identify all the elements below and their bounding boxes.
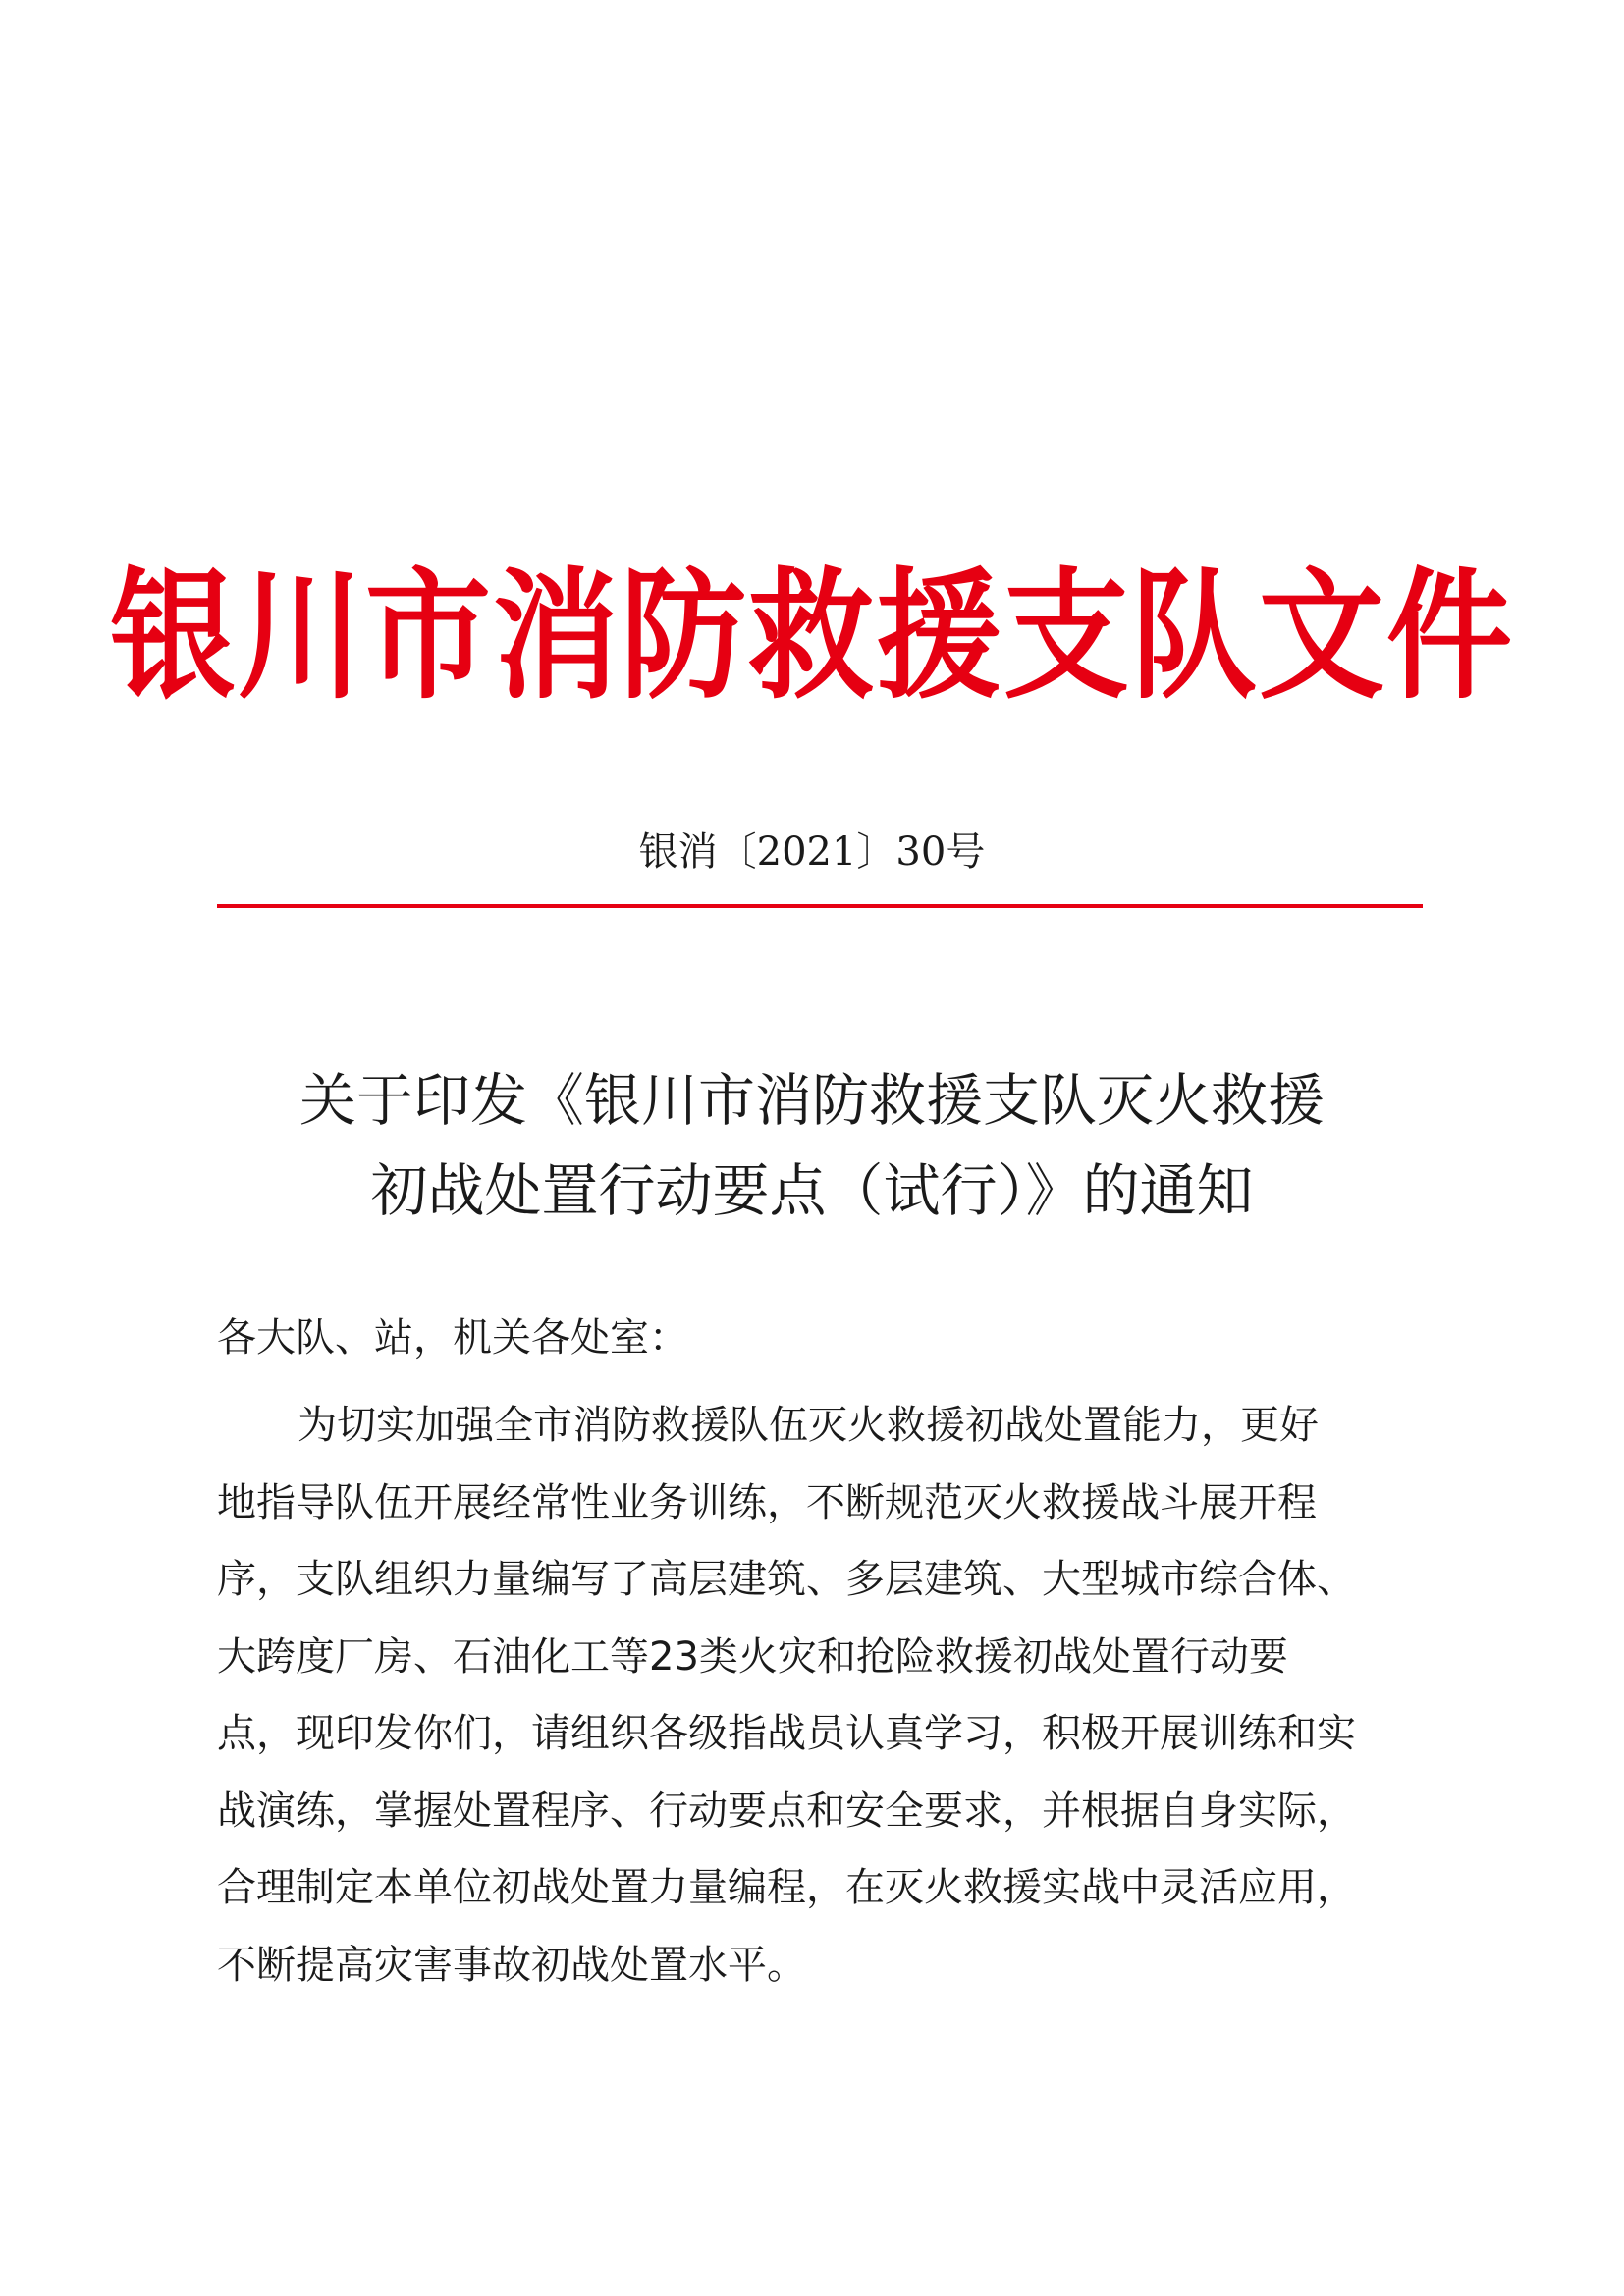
notice-title-line: 关于印发《银川市消防救援支队灭火救援 [298, 1067, 1325, 1134]
paragraph-line: 不断提高灾害事故初战处置水平。 [217, 1942, 806, 1988]
body-paragraph [217, 1387, 1435, 2003]
paragraph-line: 为切实加强全市消防救援队伍灭火救援初战处置能力，更好 [298, 1403, 1319, 1448]
notice-title [0, 1055, 1624, 1236]
paragraph-line: 合理制定本单位初战处置力量编程，在灭火救援实战中灵活应用， [217, 1865, 1356, 1910]
salutation: 各大队、站，机关各处室： [217, 1315, 688, 1361]
paragraph-line: 大跨度厂房、石油化工等23类火灾和抢险救援初战处置行动要 [217, 1633, 1288, 1680]
paragraph-line: 地指导队伍开展经常性业务训练，不断规范灭火救援战斗展开程 [217, 1479, 1317, 1525]
document-number: 银消〔2021〕30号 [638, 829, 986, 875]
header-divider-rule [217, 904, 1423, 908]
paragraph-line: 点，现印发你们，请组织各级指战员认真学习，积极开展训练和实 [217, 1711, 1356, 1756]
notice-title-line: 初战处置行动要点（试行）》的通知 [370, 1157, 1254, 1224]
paragraph-line: 序，支队组织力量编写了高层建筑、多层建筑、大型城市综合体、 [217, 1557, 1356, 1602]
document-header-title: 银川市消防救援支队文件 [109, 555, 1514, 720]
paragraph-line: 战演练，掌握处置程序、行动要点和安全要求，并根据自身实际， [217, 1788, 1356, 1834]
